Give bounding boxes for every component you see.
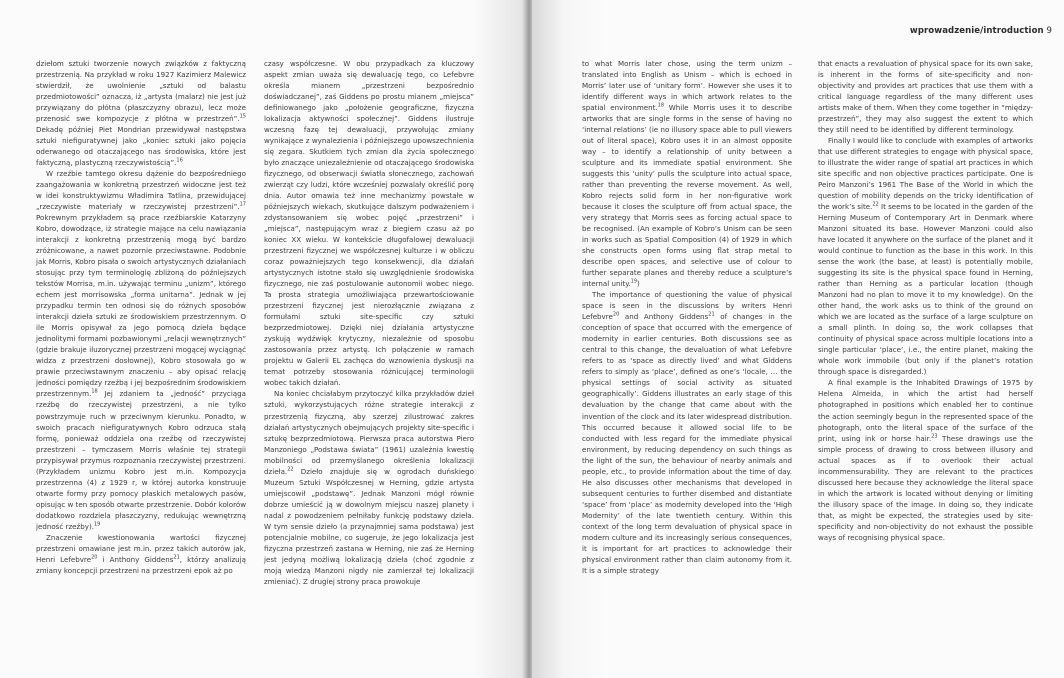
paragraph-text: , którzy analizują zmiany koncepcji przestrzeni na przestrzeni epok aż po — [36, 554, 246, 575]
footnote-ref: 22 — [287, 466, 294, 473]
paragraph-text: of changes in the conception of space that occurred with the emergence of modernity in earlier centuries. Both discussions see as central to this change, the devaluation of what Lefebvre refers to as ‘space as directly lived’ and what Giddens refers to simply as ‘place’, defined as one’s ‘locale, … the physical settings of social activity as situated geographically’. Giddens illustrates an early stage of this devaluation by the change that came about with the invention of the clock and its later widespread distribution. This occurred because it allowed social life to be conducted with less regard for the immediate physical environment, by reducing dependency on such things as the light of the sun, the behaviour of nearby animals and people, etc., to provide information about the time of day. He also discusses other mechanisms that developed in subsequent centuries to further disembed and distantiate ‘space’ from ‘place’ as modernity developed into the ‘High Modernity’ of the late twentieth century. Within this context of the long term devaluation of physical space in modern culture and its increasingly serious consequences, it is important for art practices to acknowledge their physical environment rather than claim autonomy from it. It is a simple strategy — [582, 312, 792, 575]
paragraph — [36, 168, 246, 532]
paragraph — [36, 58, 246, 168]
footnote-ref: 19 — [630, 278, 638, 285]
paragraph — [582, 289, 792, 575]
paragraph-text: Znaczenie kwestionowania wartości fizycznej przestrzeni omawiane jest m.in. przez takich autorów jak, Henri Lefebvre — [36, 532, 246, 564]
paragraph-text: dziełom sztuki tworzenie nowych związków z faktyczną przestrzenią. Na przykład w roku 1927 Kazimierz Malewicz stwierdził, że uwolnienie „sztuki od balastu przedmiotowości” oznacza, iż „artysta (malarz) nie jest już przywiązany do płótna (płaszczyzny obrazu), lecz może przenosić swe kompozycje z płótna w przestrzeń”. — [36, 59, 246, 124]
page-number: 9 — [1046, 26, 1052, 36]
left-page-column-1 — [36, 58, 246, 576]
footnote-ref: 19 — [93, 521, 101, 528]
paragraph-text: Na koniec chciałabym przytoczyć kilka przykładów dzieł sztuki, wykorzystujących różne strategie interakcji z przestrzenią fizyczną, aby szerzej zilustrować zakres działań artystycznych obejmujących projekty site-specific i sztukę bezprzedmiotową. Pierwsza praca autorstwa Piero Manzoniego „Podstawa świata” (1961) uzależnia kwestię mobilności od przemyślanego określenia lokalizacji dzieła. — [264, 389, 474, 476]
footnote-ref: 15 — [239, 113, 246, 120]
footnote-ref: 21 — [173, 554, 180, 561]
paragraph — [36, 532, 246, 576]
paragraph-text: Dzieło znajduje się w ogrodach duńskiego Muzeum Sztuki Współczesnej w Herning, gdzie artysta umiejscowił „podstawę”. Jednak Manzoni mógł równie dobrze umieścić ją w dowolnym miejscu naszej planety i nadal z powodzeniem pełniłaby funkcję podstawy dzieła. W tym sensie dzieło (a przynajmniej sama podstawa) jest potencjalnie mobilne, co sugeruje, że jego lokalizacja jest fizyczna przestrzeń zastana w Herning, nie zaś że Herning jest jedyną możliwą lokalizacją dzieła (choć zgodnie z moją wiedzą Manzoni nigdy nie zamierzał tej lokalizacji zmieniać). Z drugiej strony praca prowokuje — [264, 466, 474, 586]
paragraph-text: These drawings use the simple process of drawing to cross between illusory and actual spaces as if to overlook their actual incommensurability. They are relevant to the practices discussed here because they acknowledge the literal space in which the artwork is located without denying or limiting the illusory space of the image. In doing so, they indicate that, as might be expected, the strategies used by site-specificity and non-objectivity do not exhaust the possible ways of recognising physical space. — [818, 433, 1033, 542]
paragraph-text: that enacts a revaluation of physical space for its own sake, is inherent in the forms of site-specificity and non-objectivity and provides art practices that use them with a critical language regardless of the many different uses artists make of them. When they come together in “między-przestrzeń”, they may also suggest the extent to which they still need to be identified by different terminology. — [818, 59, 1033, 135]
running-head — [910, 26, 1052, 36]
right-page-column-2 — [818, 58, 1033, 543]
footnote-ref: 16 — [176, 157, 183, 164]
left-page-column-2 — [264, 58, 474, 587]
paragraph-text: ) — [637, 279, 640, 289]
paragraph — [264, 388, 474, 586]
paragraph — [818, 135, 1033, 377]
footnote-ref: 20 — [612, 312, 620, 318]
paragraph — [264, 58, 474, 388]
paragraph-text: i Anthony Giddens — [97, 554, 174, 564]
paragraph-text: A final example is the Inhabited Drawings of 1975 by Helena Almeida, in which the artist had herself photographed in positions which enabled her to continue the action seemingly begun in the represented space of the photograph, onto the literal space of the surface of the print, using ink or horse hair. — [818, 378, 1033, 443]
paragraph-text: W rzeźbie tamtego okresu dążenie do bezpośredniego zaangażowania w konkretną przestrzeń widoczne jest też w idei konstruktywizmu Władimira Tatlina, przewidującej „rzeczywiste materiały w rzeczywistej przestrzeni”. — [36, 169, 246, 212]
paragraph-text: Jej zdaniem ta „jedność” przyciąga rzeźbę do rzeczywistej przestrzeni, a nie tylko powstrzymuje ruch w przeciwnym kierunku. Ponadto, w swoich pracach niefiguratywnych Kobro odrzuca stałą formę, ponieważ oddziela ona rzeźbę od rzeczywistej przestrzeni – tymczasem Morris właśnie tej strategii przypisywał przymus rozpoznania rzeczywistej przestrzeni. (Przykładem unizmu Kobro jest m.in. Kompozycja przestrzenna (4) z 1929 r, w której autorka konstruuje otwarte formy przy pomocy płaskich metalowych pasów, opisując w ten sposób otwarte przestrzenie. Dobór kolorów dodatkowo rozdziela płaszczyzny, redukując wewnętrzną jedność rzeźby). — [36, 389, 246, 531]
paragraph-text: It seems to be located in the garden of the Herning Museum of Contemporary Art in Denmark where Manzoni situated its base. However Manzoni could also have located it anywhere on the surface of the planet and it would continue to function as the base in this work. In this sense the work (the base, at least) is potentially mobile, suggesting its site is the physical space found in Herning, rather than Herning as a particular location (though Manzoni had no plan to move it to my knowledge). On the other hand, the work asks us to think of the ground on which we are located as the surface of a large sculpture on a small plinth. In doing so, the work collapses that continuity of physical space across multiple locations into a single particular ‘place’, i.e., the entire planet, making the whole work immobile (but only if the planet’s rotation through space is disregarded.) — [818, 202, 1033, 377]
footnote-ref: 18 — [657, 102, 665, 109]
paragraph-text: to what Morris later chose, using the term unizm – translated into English as Unism – which is echoed in Morris’ later use of ‘unitary form’. However she uses it to identify different ways in which artwork relates to the spatial environment. — [582, 59, 792, 113]
footnote-ref: 20 — [91, 554, 98, 561]
section-title: wprowadzenie/introduction — [909, 26, 1044, 36]
paragraph-text: Pokrewnym przykładem są prace rzeźbiarskie Katarzyny Kobro, dowodzące, iż strategie mające na celu nawiązania interakcji z konkretną przestrzenią mogą być bardzo zróżnicowane, a nawet pozornie przeciwstawne. Podobnie jak Morris, Kobro pisała o swoich artystycznych działaniach stosując przy tym terminologię zbliżoną do późniejszych tekstów Morrisa, m.in. używając terminu „unizm”, którego echem jest morrisowska „forma unitarna”. Jednak w jej przypadku termin ten odnosi się do różnych sposobów interakcji dzieła sztuki ze środowiskiem przestrzennym. O ile Morris opisywał za jego pomocą dzieła będące jednolitymi formami pozbawionymi „relacji wewnętrznych” (gdzie brakuje iluzorycznej przestrzeni mogącej wyciągnąć widza z przestrzeni dosłownej), Kobro stosowała go w prawie przeciwstawnym znaczeniu – aby opisać relację jedności pomiędzy rzeźbą i jej bezpośrednim środowiskiem przestrzennym. — [36, 213, 246, 399]
footnote-ref: 22 — [872, 201, 879, 208]
paragraph — [818, 58, 1033, 135]
paragraph-text: and Anthony Giddens — [619, 312, 709, 322]
footnote-ref: 21 — [708, 312, 715, 318]
paragraph-text: While Morris uses it to describe artworks that are single forms in the sense of having no ‘internal relations’ (ie no illusory space able to pull viewers out of literal space), Kobro uses it in an almost opposite way – to identify a relationship of unity between a sculpture and its immediate spatial environment. She suggests this ‘unity’ pulls the sculpture into actual space, rather than preventing the reverse movement. As well, Kobro rejects solid form in her non-figurative work because it closes the sculpture off from actual space, the very strategy that Morris sees as forcing actual space to be recognised. (An example of Kobro’s Unism can be seen in works such as Spatial Composition (4) of 1929 in which she constructs open forms using flat strap metal to describe open spaces, and selective use of colour to further separate planes and thereby reduce a sculpture’s internal unity. — [582, 103, 792, 289]
right-page — [532, 0, 1064, 678]
footnote-ref: 17 — [239, 201, 246, 208]
footnote-ref: 18 — [91, 389, 98, 396]
paragraph-text: Dekadę później Piet Mondrian przewidywał następstwa sztuki niefiguratywnej jako „koniec sztuki jako pojęcia oderwanego od otaczającego nas środowiska, które jest faktyczną, plastyczną rzeczywistością”. — [36, 125, 246, 168]
paragraph — [818, 377, 1033, 542]
paragraph-text: Finally I would like to conclude with examples of artworks that use different strategies to engage with physical space, to illustrate the wider range of spatial art practices in which site specific and non objective practices participate. One is Peiro Manzoni’s 1961 The Base of the World in which the question of mobility depends on the tricky identification of the work’s site. — [818, 136, 1033, 212]
footnote-ref: 23 — [931, 433, 938, 440]
paragraph-text: The importance of questioning the value of physical space is seen in the discussions by writers Henri Lefebvre — [582, 290, 792, 322]
paragraph — [582, 58, 792, 289]
right-page-column-1 — [582, 58, 792, 576]
left-page — [0, 0, 526, 678]
paragraph-text: czasy współczesne. W obu przypadkach za kluczowy aspekt zmian uważa się dewaluację tego, co Lefebvre określa mianem „przestrzeni bezpośrednio doświadczanej”, zaś Giddens po prostu mianem „miejsca” definiowanego jako „położenie geograficzne, fizyczna lokalizacja aktywności społecznej”. Giddens ilustruje wczesną fazę tej dewaluacji, przywołując zmiany wynikające z wynalezienia i późniejszego upowszechnienia się zegara. Skutkiem tych zmian dla życia społecznego było znaczące uniezależnienie od otaczającego środowiska fizycznego, od obserwacji światła słonecznego, zachowań zwierząt czy ludzi, które wcześniej pozwalały określić porę dnia. Autor omawia też inne mechanizmy powstałe w późniejszych wiekach, skutkujące dalszym podważeniem i zdystansowaniem się wobec pojęć „przestrzeni” i „miejsca”, następującym wraz z biegiem czasu aż po koniec XX wieku. W kontekście długofalowej dewaluacji przestrzeni fizycznej we współczesnej kulturze i w obliczu coraz poważniejszych tego konsekwencji, dla działań artystycznych istotne stało się uwzględnienie środowiska fizycznego, nie zaś postulowanie autonomii wobec niego. Ta prosta strategia umożliwiająca przewartościowanie przestrzeni fizycznej jest nierozłącznie związana z formułami sztuki site-specific czy sztuki bezprzedmiotowej. Dzięki niej działania artystyczne zyskują wydźwięk krytyczny, niezależnie od sposobu zastosowania przez artystę. Ich połączenie w ramach projektu w Galerii EL zachęca do wznowienia dyskusji na temat potrzeby stosowania różnicującej terminologii wobec takich działań. — [264, 59, 474, 388]
